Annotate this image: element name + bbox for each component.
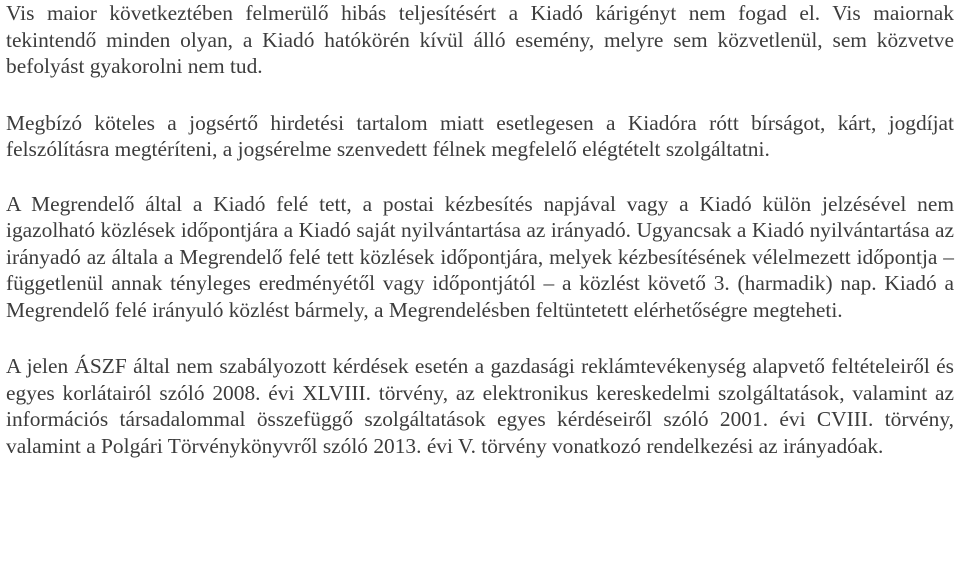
paragraph-aszf-jogszabalyok: A jelen ÁSZF által nem szabályozott kérdések esetén a gazdasági reklámtevékenység alapvető feltételeiről és egyes korlátairól szóló 2008. évi XLVIII. törvény, az elektronikus kereskedelmi szolgáltatások, valamint az információs társadalommal összefüggő szolgáltatások egyes kérdéseiről szóló 2001. évi CVIII. törvény, valamint a Polgári Törvénykönyvről szóló 2013. évi V. törvény vonatkozó rendelkezési az irányadóak. (6, 354, 954, 458)
paragraph-vis-maior: Vis maior következtében felmerülő hibás teljesítésért a Kiadó kárigényt nem fogad el. Vis maiornak tekintendő minden olyan, a Kiadó hatókörén kívül álló esemény, melyre sem közvetlenül, sem közvetve befolyást gyakorolni nem tud. (6, 1, 954, 78)
paragraph-kozlesek-idopontja: A Megrendelő által a Kiadó felé tett, a postai kézbesítés napjával vagy a Kiadó külön jelzésével nem igazolható közlések időpontjára a Kiadó saját nyilvántartása az irányadó. Ugyancsak a Kiadó nyilvántartása az irányadó az általa a Megrendelő felé tett közlések időpontjára, melyek kézbesítésének vélelmezett időpontja – függetlenül annak tényleges eredményétől vagy időpontjától – a közlést követő 3. (harmadik) nap. Kiadó a Megrendelő felé irányuló közlést bármely, a Megrendelésben feltüntetett elérhetőségre megteheti. (6, 191, 954, 322)
document-page (6, 0, 954, 459)
paragraph-megbizo-koteles: Megbízó köteles a jogsértő hirdetési tartalom miatt esetlegesen a Kiadóra rótt bírságot, kárt, jogdíjat felszólításra megtéríteni, a jogsérelme szenvedett félnek megfelelő elégtételt szolgáltatni. (6, 110, 954, 161)
